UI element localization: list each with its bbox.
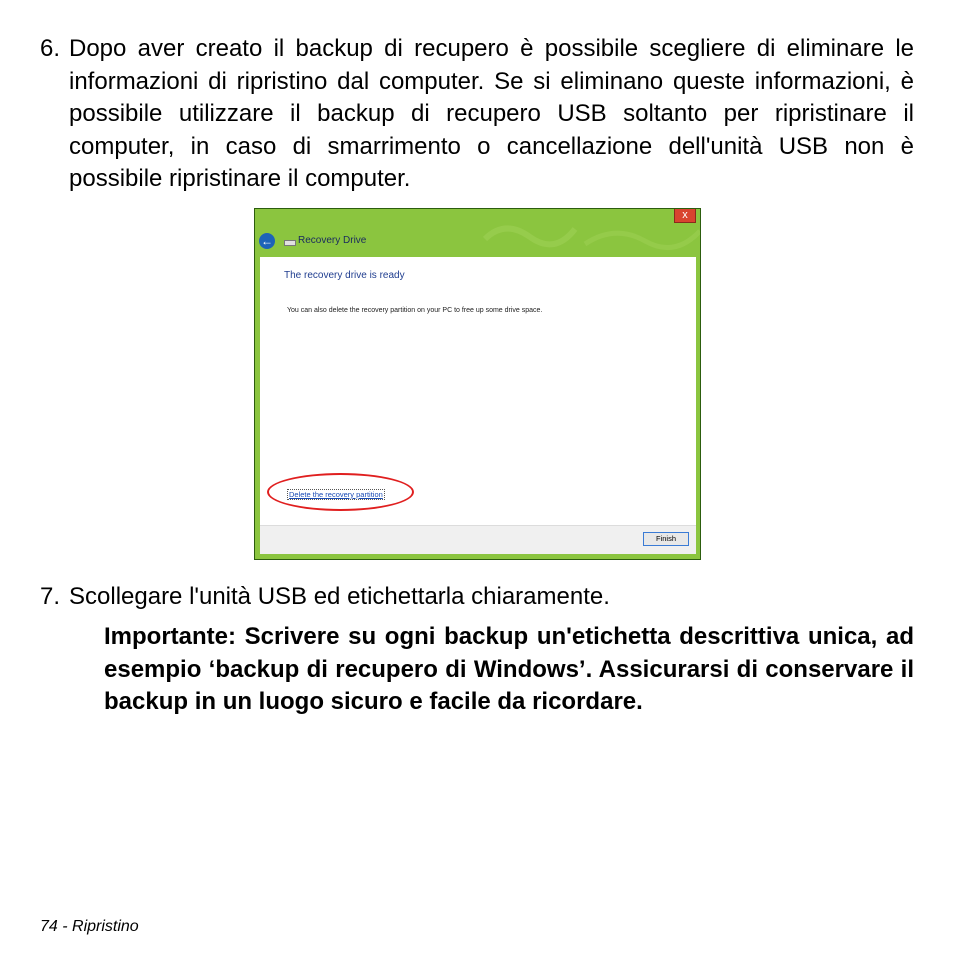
drive-icon: [284, 240, 296, 246]
window-background-decoration: [255, 209, 701, 259]
step-number: 6.: [40, 35, 61, 62]
dialog-heading: The recovery drive is ready: [284, 270, 405, 281]
back-arrow-icon[interactable]: ←: [261, 234, 273, 248]
step-7: [40, 581, 914, 614]
dialog-info-text: You can also delete the recovery partition on your PC to free up some drive space.: [287, 307, 543, 314]
highlight-ellipse: [267, 473, 414, 511]
dialog-footer: [260, 525, 696, 554]
step-6: [40, 33, 914, 196]
step-text: Scollegare l'unità USB ed etichettarla chiaramente.: [69, 583, 610, 610]
step-number: 7.: [40, 583, 61, 610]
important-note: Importante: Scrivere su ogni backup un'etichetta descrittiva unica, ad esempio ‘backup di recupero di Windows’. Assicurarsi di conservare il backup in un luogo sicuro e facile da ricordare.: [104, 623, 914, 715]
dialog-title: Recovery Drive: [298, 235, 367, 246]
close-button[interactable]: x: [674, 209, 696, 223]
step-text: Dopo aver creato il backup di recupero è possibile scegliere di eliminare le informazioni di ripristino dal computer. Se si eliminano queste informazioni, è possibile utilizzare il backup di recupero USB soltanto per ripristinare il computer, in caso di smarrimento o cancellazione dell'unità USB non è possibile ripristinare il computer.: [69, 35, 914, 192]
finish-button[interactable]: Finish: [643, 532, 689, 546]
page-footer: 74 - Ripristino: [40, 918, 139, 935]
delete-partition-link[interactable]: Delete the recovery partition: [289, 490, 383, 499]
